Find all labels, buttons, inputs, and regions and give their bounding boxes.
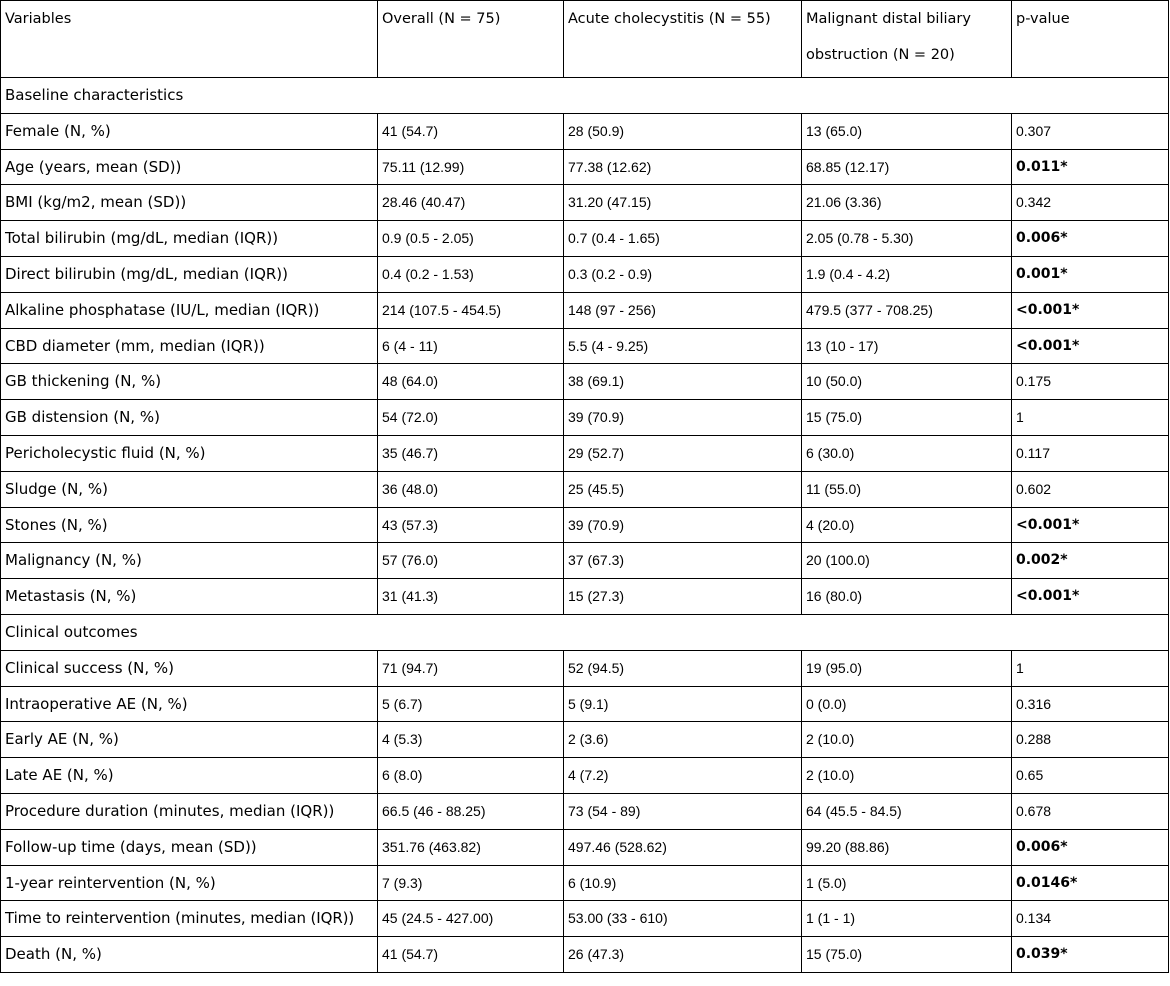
overall-cell: 4 (5.3) (378, 722, 564, 758)
overall-cell: 7 (9.3) (378, 865, 564, 901)
overall-cell: 75.11 (12.99) (378, 149, 564, 185)
overall-cell: 5 (6.7) (378, 686, 564, 722)
variable-cell: Time to reintervention (minutes, median (IQR)) (1, 901, 378, 937)
overall-cell: 6 (8.0) (378, 758, 564, 794)
acute-cell: 39 (70.9) (564, 507, 802, 543)
overall-cell: 71 (94.7) (378, 650, 564, 686)
table-row (1, 686, 1169, 722)
acute-cell: 497.46 (528.62) (564, 829, 802, 865)
table-body (1, 78, 1169, 973)
malignant-cell: 6 (30.0) (802, 435, 1012, 471)
malignant-cell: 1 (1 - 1) (802, 901, 1012, 937)
acute-cell: 31.20 (47.15) (564, 185, 802, 221)
variable-cell: GB distension (N, %) (1, 400, 378, 436)
overall-cell: 41 (54.7) (378, 937, 564, 973)
table-row (1, 149, 1169, 185)
malignant-cell: 68.85 (12.17) (802, 149, 1012, 185)
variable-cell: BMI (kg/m2, mean (SD)) (1, 185, 378, 221)
malignant-cell: 1.9 (0.4 - 4.2) (802, 256, 1012, 292)
table-row (1, 328, 1169, 364)
acute-cell: 29 (52.7) (564, 435, 802, 471)
table-row (1, 793, 1169, 829)
p-value-cell: 0.006* (1012, 829, 1169, 865)
p-value-cell: <0.001* (1012, 328, 1169, 364)
malignant-cell: 2 (10.0) (802, 758, 1012, 794)
variable-cell: Pericholecystic fluid (N, %) (1, 435, 378, 471)
variable-cell: CBD diameter (mm, median (IQR)) (1, 328, 378, 364)
table-row (1, 113, 1169, 149)
acute-cell: 5.5 (4 - 9.25) (564, 328, 802, 364)
malignant-cell: 15 (75.0) (802, 400, 1012, 436)
overall-cell: 41 (54.7) (378, 113, 564, 149)
acute-cell: 15 (27.3) (564, 579, 802, 615)
variable-cell: Clinical success (N, %) (1, 650, 378, 686)
table-row (1, 221, 1169, 257)
acute-cell: 0.3 (0.2 - 0.9) (564, 256, 802, 292)
p-value-cell: 0.307 (1012, 113, 1169, 149)
p-value-cell: 1 (1012, 400, 1169, 436)
malignant-cell: 0 (0.0) (802, 686, 1012, 722)
variable-cell: GB thickening (N, %) (1, 364, 378, 400)
p-value-cell: 0.002* (1012, 543, 1169, 579)
p-value-cell: 0.175 (1012, 364, 1169, 400)
overall-cell: 0.9 (0.5 - 2.05) (378, 221, 564, 257)
malignant-cell: 21.06 (3.36) (802, 185, 1012, 221)
table-row (1, 292, 1169, 328)
p-value-cell: 0.0146* (1012, 865, 1169, 901)
variable-cell: 1-year reintervention (N, %) (1, 865, 378, 901)
variable-cell: Malignancy (N, %) (1, 543, 378, 579)
overall-cell: 6 (4 - 11) (378, 328, 564, 364)
header-p-value: p-value (1012, 1, 1169, 78)
table-row (1, 364, 1169, 400)
acute-cell: 25 (45.5) (564, 471, 802, 507)
acute-cell: 28 (50.9) (564, 113, 802, 149)
header-malignant-line2: obstruction (N = 20) (806, 47, 955, 63)
p-value-cell: 0.134 (1012, 901, 1169, 937)
overall-cell: 66.5 (46 - 88.25) (378, 793, 564, 829)
malignant-cell: 4 (20.0) (802, 507, 1012, 543)
section-row (1, 78, 1169, 114)
variable-cell: Procedure duration (minutes, median (IQR)) (1, 793, 378, 829)
p-value-cell: 0.602 (1012, 471, 1169, 507)
table-row (1, 937, 1169, 973)
acute-cell: 73 (54 - 89) (564, 793, 802, 829)
acute-cell: 38 (69.1) (564, 364, 802, 400)
table-header (1, 1, 1169, 78)
overall-cell: 48 (64.0) (378, 364, 564, 400)
p-value-cell: 0.342 (1012, 185, 1169, 221)
p-value-cell: <0.001* (1012, 292, 1169, 328)
overall-cell: 0.4 (0.2 - 1.53) (378, 256, 564, 292)
malignant-cell: 10 (50.0) (802, 364, 1012, 400)
p-value-cell: 0.678 (1012, 793, 1169, 829)
acute-cell: 2 (3.6) (564, 722, 802, 758)
p-value-cell: 1 (1012, 650, 1169, 686)
malignant-cell: 64 (45.5 - 84.5) (802, 793, 1012, 829)
malignant-cell: 99.20 (88.86) (802, 829, 1012, 865)
header-overall: Overall (N = 75) (378, 1, 564, 78)
malignant-cell: 15 (75.0) (802, 937, 1012, 973)
overall-cell: 214 (107.5 - 454.5) (378, 292, 564, 328)
acute-cell: 0.7 (0.4 - 1.65) (564, 221, 802, 257)
p-value-cell: <0.001* (1012, 507, 1169, 543)
acute-cell: 4 (7.2) (564, 758, 802, 794)
p-value-cell: 0.039* (1012, 937, 1169, 973)
overall-cell: 28.46 (40.47) (378, 185, 564, 221)
table-row (1, 722, 1169, 758)
variable-cell: Sludge (N, %) (1, 471, 378, 507)
malignant-cell: 16 (80.0) (802, 579, 1012, 615)
acute-cell: 5 (9.1) (564, 686, 802, 722)
variable-cell: Total bilirubin (mg/dL, median (IQR)) (1, 221, 378, 257)
malignant-cell: 19 (95.0) (802, 650, 1012, 686)
table-row (1, 829, 1169, 865)
overall-cell: 43 (57.3) (378, 507, 564, 543)
variable-cell: Follow-up time (days, mean (SD)) (1, 829, 378, 865)
malignant-cell: 13 (65.0) (802, 113, 1012, 149)
variable-cell: Direct bilirubin (mg/dL, median (IQR)) (1, 256, 378, 292)
section-title: Clinical outcomes (1, 614, 1169, 650)
table-row (1, 400, 1169, 436)
table-row (1, 256, 1169, 292)
variable-cell: Death (N, %) (1, 937, 378, 973)
malignant-cell: 20 (100.0) (802, 543, 1012, 579)
acute-cell: 77.38 (12.62) (564, 149, 802, 185)
acute-cell: 148 (97 - 256) (564, 292, 802, 328)
malignant-cell: 479.5 (377 - 708.25) (802, 292, 1012, 328)
table-row (1, 579, 1169, 615)
table-row (1, 435, 1169, 471)
overall-cell: 31 (41.3) (378, 579, 564, 615)
malignant-cell: 13 (10 - 17) (802, 328, 1012, 364)
header-variables: Variables (1, 1, 378, 78)
table-row (1, 650, 1169, 686)
malignant-cell: 11 (55.0) (802, 471, 1012, 507)
table-row (1, 865, 1169, 901)
acute-cell: 39 (70.9) (564, 400, 802, 436)
table-row (1, 471, 1169, 507)
variable-cell: Metastasis (N, %) (1, 579, 378, 615)
header-malignant-line1: Malignant distal biliary (806, 11, 971, 27)
acute-cell: 37 (67.3) (564, 543, 802, 579)
overall-cell: 57 (76.0) (378, 543, 564, 579)
acute-cell: 53.00 (33 - 610) (564, 901, 802, 937)
table-row (1, 901, 1169, 937)
table-row (1, 758, 1169, 794)
p-value-cell: 0.011* (1012, 149, 1169, 185)
p-value-cell: 0.006* (1012, 221, 1169, 257)
overall-cell: 351.76 (463.82) (378, 829, 564, 865)
overall-cell: 45 (24.5 - 427.00) (378, 901, 564, 937)
overall-cell: 36 (48.0) (378, 471, 564, 507)
section-title: Baseline characteristics (1, 78, 1169, 114)
variable-cell: Intraoperative AE (N, %) (1, 686, 378, 722)
header-malignant-obstruction (802, 1, 1012, 78)
malignant-cell: 1 (5.0) (802, 865, 1012, 901)
malignant-cell: 2.05 (0.78 - 5.30) (802, 221, 1012, 257)
header-row (1, 1, 1169, 78)
malignant-cell: 2 (10.0) (802, 722, 1012, 758)
variable-cell: Stones (N, %) (1, 507, 378, 543)
variable-cell: Age (years, mean (SD)) (1, 149, 378, 185)
table-row (1, 507, 1169, 543)
p-value-cell: 0.117 (1012, 435, 1169, 471)
acute-cell: 26 (47.3) (564, 937, 802, 973)
acute-cell: 52 (94.5) (564, 650, 802, 686)
p-value-cell: 0.316 (1012, 686, 1169, 722)
acute-cell: 6 (10.9) (564, 865, 802, 901)
overall-cell: 35 (46.7) (378, 435, 564, 471)
variable-cell: Late AE (N, %) (1, 758, 378, 794)
variable-cell: Female (N, %) (1, 113, 378, 149)
variable-cell: Early AE (N, %) (1, 722, 378, 758)
p-value-cell: 0.288 (1012, 722, 1169, 758)
p-value-cell: 0.001* (1012, 256, 1169, 292)
header-acute-cholecystitis: Acute cholecystitis (N = 55) (564, 1, 802, 78)
table-row (1, 543, 1169, 579)
table-row (1, 185, 1169, 221)
overall-cell: 54 (72.0) (378, 400, 564, 436)
variable-cell: Alkaline phosphatase (IU/L, median (IQR)) (1, 292, 378, 328)
p-value-cell: 0.65 (1012, 758, 1169, 794)
p-value-cell: <0.001* (1012, 579, 1169, 615)
section-row (1, 614, 1169, 650)
